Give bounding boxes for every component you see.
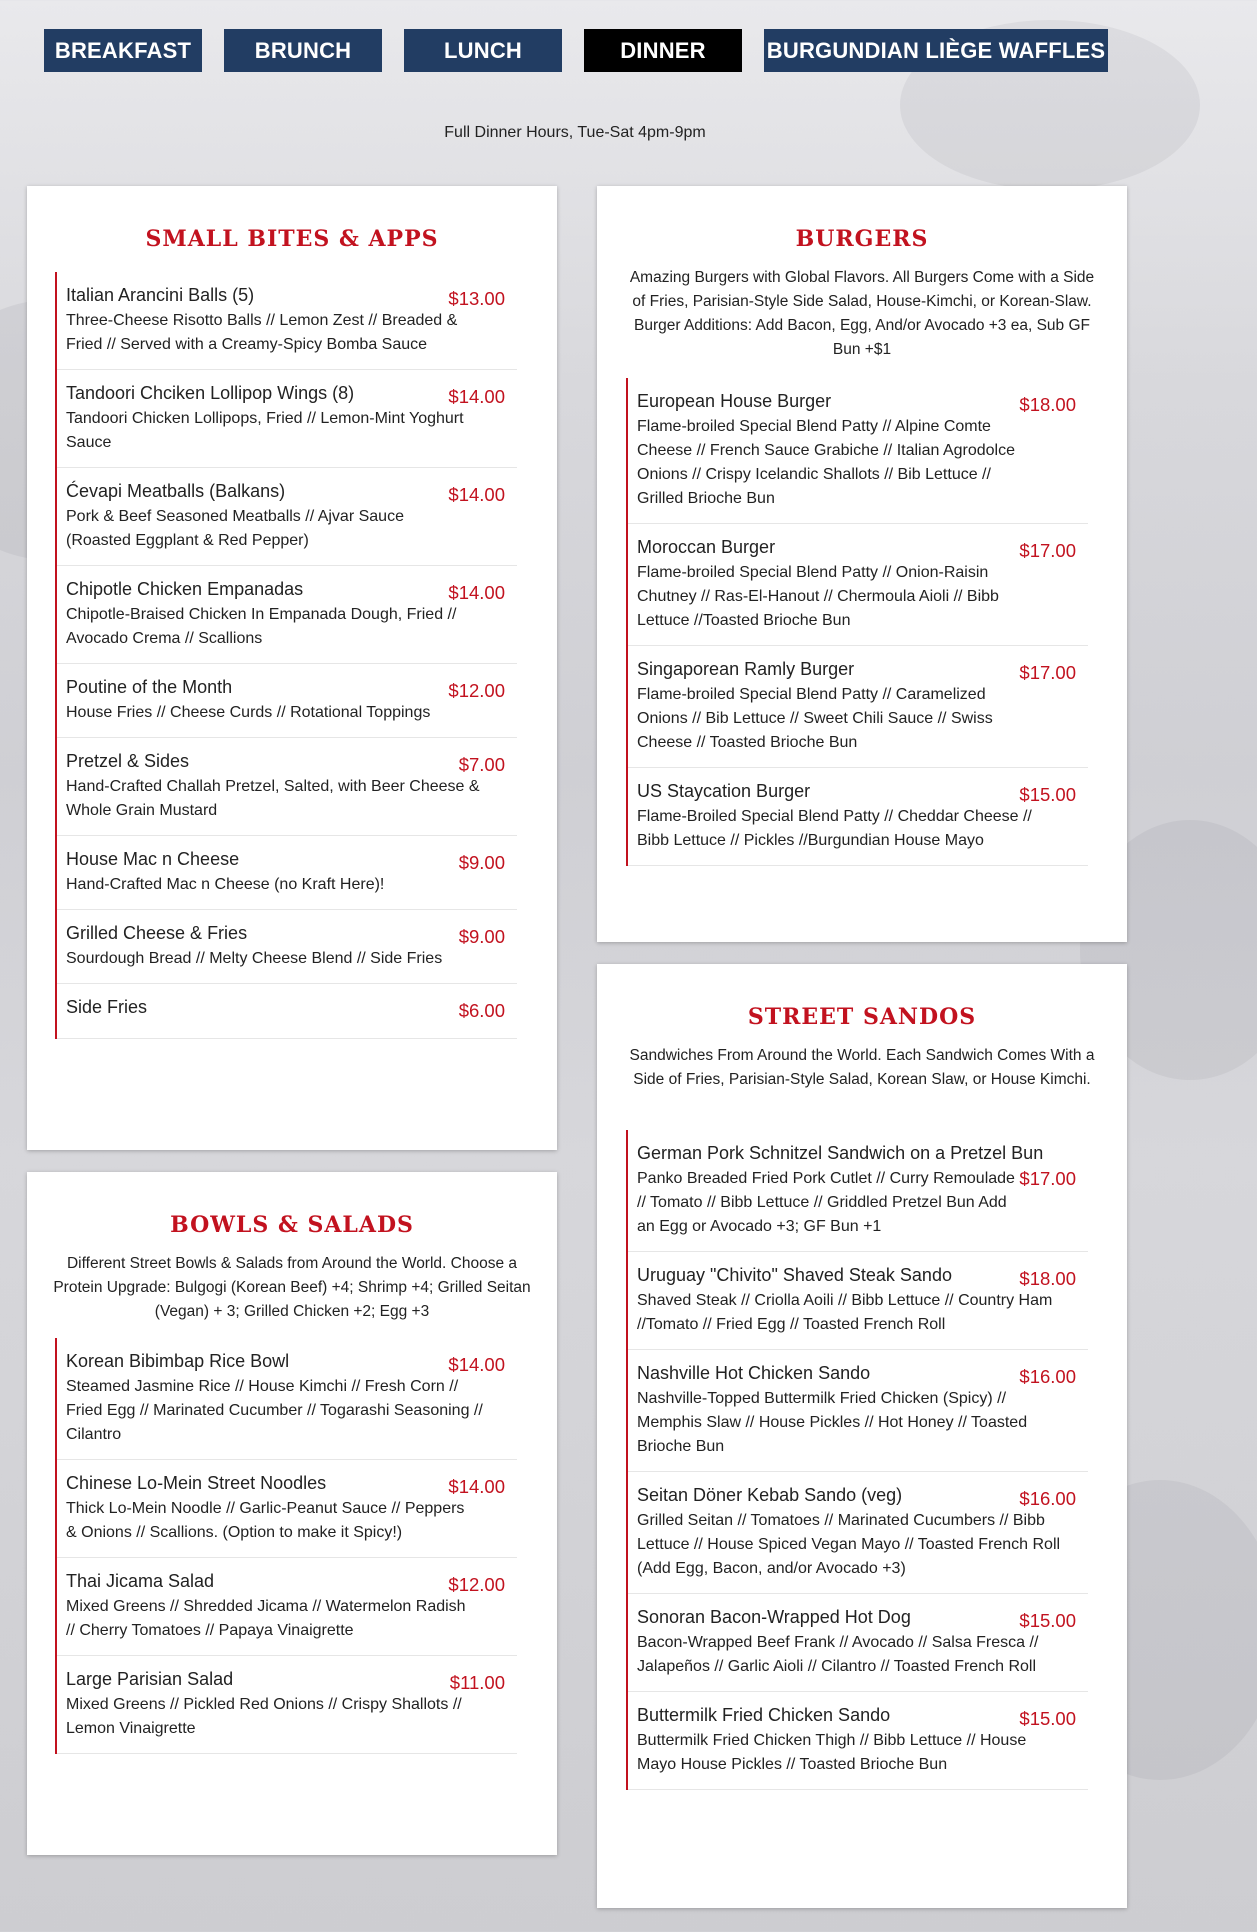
item-desc: Grilled Seitan // Tomatoes // Marinated Cucumbers // Bibb Lettuce // House Spiced Vegan Mayo // Toasted French Roll (Add Egg, Bacon, and/or Avocado +3) bbox=[637, 1512, 1061, 1577]
card-burgers bbox=[597, 186, 1127, 942]
section-description: Amazing Burgers with Global Flavors. All Burgers Come with a Side of Fries, Parisian-Style Side Salad, House-Kimchi, or Korean-Slaw. Burger Additions: Add Bacon, Egg, And/or Avocado +3 ea, Sub GF Bun +$1 bbox=[629, 269, 1095, 358]
item-name: Singaporean Ramly Burger bbox=[637, 659, 855, 679]
item-price: $16.00 bbox=[1019, 1488, 1076, 1509]
section-description: Sandwiches From Around the World. Each Sandwich Comes With a Side of Fries, Parisian-Style Salad, Korean Slaw, or House Kimchi. bbox=[629, 1047, 1095, 1088]
menu-item bbox=[628, 1350, 1088, 1472]
tab-dinner[interactable]: DINNER bbox=[584, 29, 742, 72]
item-price: $17.00 bbox=[1019, 662, 1076, 683]
items-list bbox=[55, 1338, 517, 1754]
item-desc: Panko Breaded Fried Pork Cutlet // Curry Remoulade // Tomato // Bibb Lettuce // Griddled Pretzel Bun Add an Egg or Avocado +3; GF Bun +1 bbox=[637, 1170, 1015, 1235]
section-title: STREET SANDOS bbox=[747, 1004, 977, 1030]
item-desc: Three-Cheese Risotto Balls // Lemon Zest // Breaded & Fried // Served with a Creamy-Spicy Bomba Sauce bbox=[66, 312, 458, 353]
card-street-sandos bbox=[597, 964, 1127, 1908]
item-price: $14.00 bbox=[448, 1476, 505, 1497]
item-desc: Steamed Jasmine Rice // House Kimchi // Fresh Corn // Fried Egg // Marinated Cucumber // Togarashi Seasoning // Cilantro bbox=[66, 1378, 483, 1443]
menu-item bbox=[628, 768, 1088, 866]
item-desc: Buttermilk Fried Chicken Thigh // Bibb Lettuce // House Mayo House Pickles // Toasted Brioche Bun bbox=[637, 1732, 1027, 1773]
card-bowls-salads bbox=[27, 1172, 557, 1855]
menu-item bbox=[628, 1252, 1088, 1350]
tab-breakfast[interactable]: BREAKFAST bbox=[44, 29, 202, 72]
item-name: Chipotle Chicken Empanadas bbox=[66, 579, 304, 599]
item-name: Korean Bibimbap Rice Bowl bbox=[66, 1351, 290, 1371]
menu-item bbox=[628, 1594, 1088, 1692]
item-desc: Pork & Beef Seasoned Meatballs // Ajvar Sauce (Roasted Eggplant & Red Pepper) bbox=[66, 508, 404, 549]
section-title: SMALL BITES & APPS bbox=[145, 226, 439, 252]
item-desc: Shaved Steak // Criolla Aoili // Bibb Lettuce // Country Ham //Tomato // Fried Egg // Toasted French Roll bbox=[637, 1292, 1053, 1333]
tab-lunch[interactable]: LUNCH bbox=[404, 29, 562, 72]
item-name: German Pork Schnitzel Sandwich on a Pretzel Bun bbox=[637, 1143, 1044, 1163]
menu-tabs bbox=[44, 29, 1108, 72]
items-list bbox=[626, 378, 1088, 866]
item-desc: Tandoori Chicken Lollipops, Fried // Lemon-Mint Yoghurt Sauce bbox=[66, 410, 464, 451]
menu-item bbox=[628, 1472, 1088, 1594]
menu-item bbox=[57, 1558, 517, 1656]
item-name: Large Parisian Salad bbox=[66, 1669, 234, 1689]
menu-item bbox=[57, 1656, 517, 1754]
section-title: BOWLS & SALADS bbox=[170, 1212, 414, 1238]
item-desc: Nashville-Topped Buttermilk Fried Chicken (Spicy) // Memphis Slaw // House Pickles // Hot Honey // Toasted Brioche Bun bbox=[637, 1390, 1028, 1455]
item-desc: Mixed Greens // Pickled Red Onions // Crispy Shallots // Lemon Vinaigrette bbox=[66, 1696, 462, 1737]
menu-item bbox=[57, 836, 517, 910]
tab-brunch[interactable]: BRUNCH bbox=[224, 29, 382, 72]
item-name: Buttermilk Fried Chicken Sando bbox=[637, 1705, 891, 1725]
item-name: Grilled Cheese & Fries bbox=[66, 923, 248, 943]
item-price: $9.00 bbox=[458, 926, 505, 947]
item-name: Moroccan Burger bbox=[637, 537, 776, 557]
item-price: $16.00 bbox=[1019, 1366, 1076, 1387]
items-list bbox=[626, 1130, 1088, 1790]
menu-item bbox=[628, 1692, 1088, 1790]
item-desc: Mixed Greens // Shredded Jicama // Watermelon Radish // Cherry Tomatoes // Papaya Vinaigrette bbox=[66, 1598, 466, 1639]
item-desc: Flame-Broiled Special Blend Patty // Cheddar Cheese // Bibb Lettuce // Pickles //Burgundian House Mayo bbox=[637, 808, 1032, 849]
item-price: $17.00 bbox=[1019, 540, 1076, 561]
item-price: $12.00 bbox=[448, 1574, 505, 1595]
item-price: $14.00 bbox=[448, 1354, 505, 1375]
card-small-bites bbox=[27, 186, 557, 1150]
item-desc: Bacon-Wrapped Beef Frank // Avocado // Salsa Fresca // Jalapeños // Garlic Aioli // Cilantro // Toasted French Roll bbox=[637, 1634, 1039, 1675]
item-name: Side Fries bbox=[66, 997, 148, 1017]
item-name: Nashville Hot Chicken Sando bbox=[637, 1363, 871, 1383]
menu-item bbox=[57, 910, 517, 984]
item-price: $9.00 bbox=[458, 852, 505, 873]
menu-item bbox=[57, 1338, 517, 1460]
item-price: $15.00 bbox=[1019, 784, 1076, 805]
item-price: $6.00 bbox=[458, 1000, 505, 1021]
item-name: Thai Jicama Salad bbox=[66, 1571, 215, 1591]
section-description: Different Street Bowls & Salads from Around the World. Choose a Protein Upgrade: Bulgogi (Korean Beef) +4; Shrimp +4; Grilled Seitan (Vegan) + 3; Grilled Chicken +2; Egg +3 bbox=[53, 1255, 531, 1320]
menu-item bbox=[57, 566, 517, 664]
section-title: BURGERS bbox=[795, 226, 929, 252]
item-name: Ćevapi Meatballs (Balkans) bbox=[66, 481, 286, 501]
item-price: $15.00 bbox=[1019, 1610, 1076, 1631]
item-name: House Mac n Cheese bbox=[66, 849, 240, 869]
item-name: Sonoran Bacon-Wrapped Hot Dog bbox=[637, 1607, 911, 1627]
menu-item bbox=[57, 468, 517, 566]
menu-item bbox=[57, 1460, 517, 1558]
menu-item bbox=[628, 646, 1088, 768]
item-desc: Hand-Crafted Challah Pretzel, Salted, with Beer Cheese & Whole Grain Mustard bbox=[66, 778, 480, 819]
item-price: $18.00 bbox=[1019, 1268, 1076, 1289]
item-price: $7.00 bbox=[458, 754, 505, 775]
item-name: Pretzel & Sides bbox=[66, 751, 190, 771]
item-desc: Flame-broiled Special Blend Patty // Caramelized Onions // Bib Lettuce // Sweet Chili Sauce // Swiss Cheese // Toasted Brioche Bun bbox=[637, 686, 993, 751]
item-name: Seitan Döner Kebab Sando (veg) bbox=[637, 1485, 903, 1505]
menu-item bbox=[57, 272, 517, 370]
item-name: Tandoori Chciken Lollipop Wings (8) bbox=[66, 383, 355, 403]
item-price: $13.00 bbox=[448, 288, 505, 309]
item-name: European House Burger bbox=[637, 391, 832, 411]
item-price: $15.00 bbox=[1019, 1708, 1076, 1729]
item-desc: Chipotle-Braised Chicken In Empanada Dough, Fried // Avocado Crema // Scallions bbox=[66, 606, 457, 647]
item-price: $14.00 bbox=[448, 484, 505, 505]
item-desc: Flame-broiled Special Blend Patty // Alpine Comte Cheese // French Sauce Grabiche // Italian Agrodolce Onions // Crispy Icelandic Shallots // Bib Lettuce // Grilled Brioche Bun bbox=[637, 418, 1015, 507]
menu-item bbox=[628, 378, 1088, 524]
menu-item bbox=[57, 984, 517, 1039]
menu-item bbox=[57, 738, 517, 836]
item-price: $17.00 bbox=[1019, 1168, 1076, 1189]
items-list bbox=[55, 272, 517, 1039]
item-desc: House Fries // Cheese Curds // Rotational Toppings bbox=[66, 704, 431, 721]
item-price: $14.00 bbox=[448, 582, 505, 603]
item-name: Chinese Lo-Mein Street Noodles bbox=[66, 1473, 327, 1493]
item-price: $11.00 bbox=[449, 1672, 505, 1693]
item-name: Poutine of the Month bbox=[66, 677, 233, 697]
item-price: $12.00 bbox=[448, 680, 505, 701]
hours-note: Full Dinner Hours, Tue-Sat 4pm-9pm bbox=[444, 124, 706, 141]
menu-item bbox=[57, 664, 517, 738]
menu-item bbox=[628, 1130, 1088, 1252]
item-desc: Sourdough Bread // Melty Cheese Blend // Side Fries bbox=[66, 950, 443, 967]
menu-item bbox=[57, 370, 517, 468]
item-price: $14.00 bbox=[448, 386, 505, 407]
tab-waffles[interactable]: BURGUNDIAN LIÈGE WAFFLES bbox=[764, 29, 1108, 72]
item-desc: Hand-Crafted Mac n Cheese (no Kraft Here)! bbox=[66, 876, 385, 893]
item-price: $18.00 bbox=[1019, 394, 1076, 415]
item-name: Italian Arancini Balls (5) bbox=[66, 285, 255, 305]
item-name: Uruguay "Chivito" Shaved Steak Sando bbox=[637, 1265, 952, 1285]
item-desc: Thick Lo-Mein Noodle // Garlic-Peanut Sauce // Peppers & Onions // Scallions. (Option to make it Spicy!) bbox=[66, 1500, 465, 1541]
item-desc: Flame-broiled Special Blend Patty // Onion-Raisin Chutney // Ras-El-Hanout // Chermoula Aioli // Bibb Lettuce //Toasted Brioche Bun bbox=[637, 564, 999, 629]
item-name: US Staycation Burger bbox=[637, 781, 811, 801]
menu-item bbox=[628, 524, 1088, 646]
